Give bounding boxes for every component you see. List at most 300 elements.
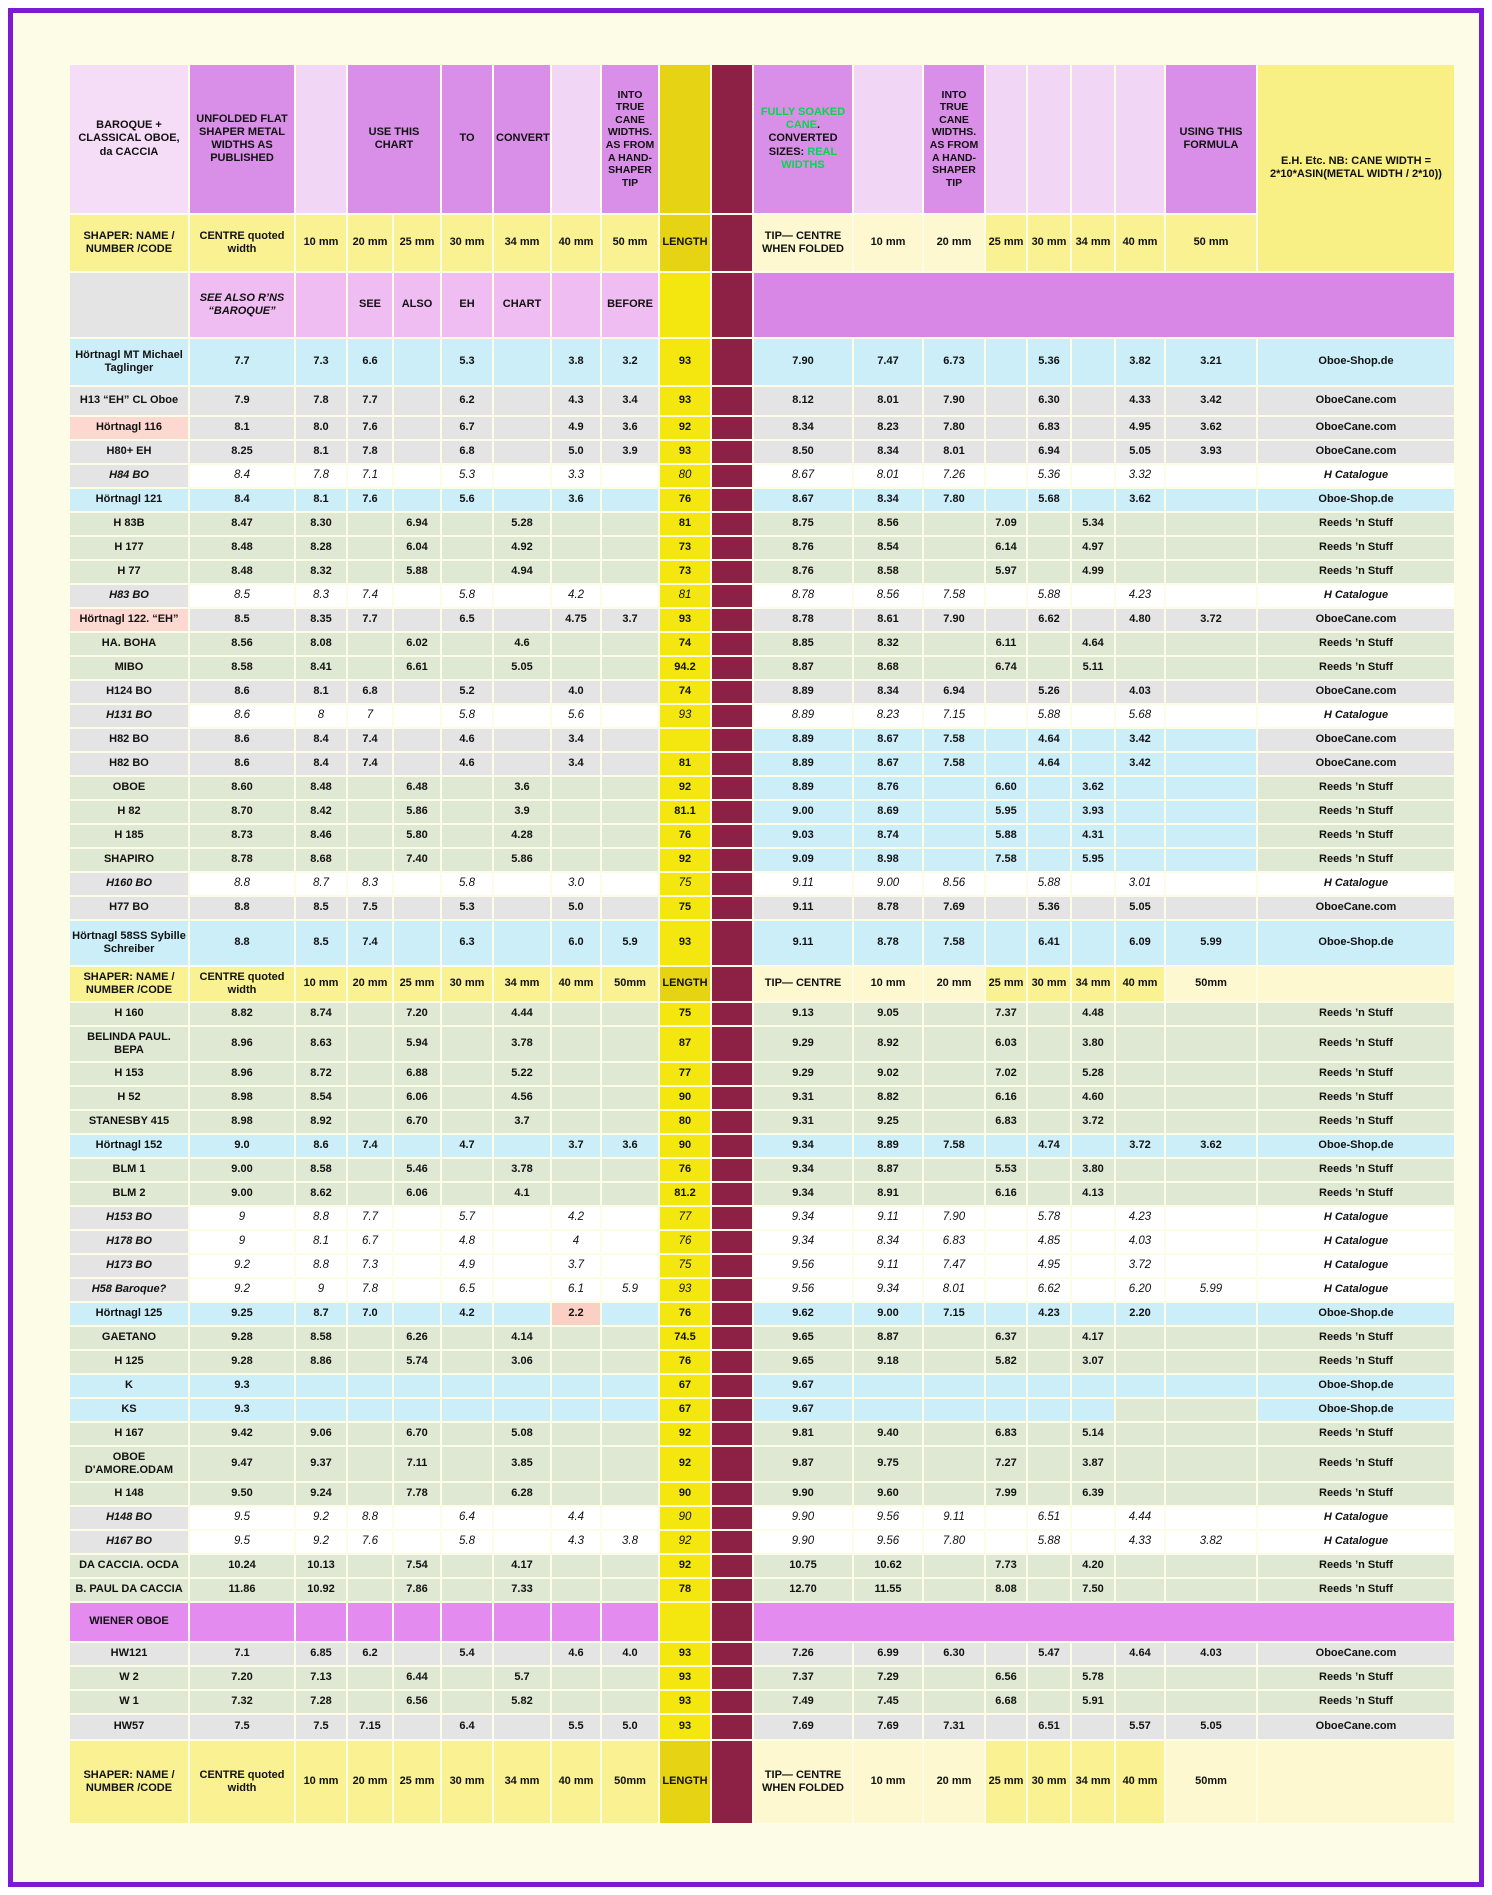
- cell-right-size-6: 3.01: [1116, 873, 1164, 895]
- cell-left-size-4: 6.4: [442, 1507, 492, 1529]
- cell-right-size-5: 5.28: [1072, 1063, 1114, 1085]
- cell-right-size-6: 4.03: [1116, 681, 1164, 703]
- col-header-size-right-6: 50 mm: [1166, 215, 1256, 271]
- col-header-size-left-0: 10 mm: [296, 1741, 346, 1823]
- cell-right-size-3: [986, 387, 1026, 415]
- cell-right-size-3: [986, 1279, 1026, 1301]
- cell-source: Reeds ’n Stuff: [1258, 537, 1454, 559]
- col-header-size-left-0: 10 mm: [296, 215, 346, 271]
- cell-length: 93: [660, 609, 710, 631]
- cell-right-size-2: 8.01: [924, 441, 984, 463]
- col-header-size-right-2: 25 mm: [986, 1741, 1026, 1823]
- cell-left-size-6: [552, 1399, 600, 1421]
- col-header-size-right-1: 20 mm: [924, 215, 984, 271]
- separator-column: [712, 1303, 752, 1325]
- cell-right-size-2: 6.94: [924, 681, 984, 703]
- cell-right-size-4: 6.94: [1028, 441, 1070, 463]
- cell-right-size-1: 9.11: [854, 1255, 922, 1277]
- cell-source: Reeds ’n Stuff: [1258, 1579, 1454, 1601]
- cell-left-size-3: 6.26: [394, 1327, 440, 1349]
- cell-source: H Catalogue: [1258, 705, 1454, 727]
- separator-column: [712, 215, 752, 271]
- cell-left-size-7: 3.7: [602, 609, 658, 631]
- col-header-shaper-name: SHAPER: NAME / NUMBER /CODE: [70, 1741, 188, 1823]
- cell-left-size-4: 4.6: [442, 729, 492, 751]
- cell-left-size-1: 8.28: [296, 537, 346, 559]
- separator-column: [712, 1483, 752, 1505]
- cell-left-size-3: 6.70: [394, 1423, 440, 1445]
- cell-left-size-2: 7.1: [348, 465, 392, 487]
- col-header-size-left-5: 40 mm: [552, 1741, 600, 1823]
- cell-left-size-7: [602, 801, 658, 823]
- cell-left-size-2: [348, 513, 392, 535]
- separator-column: [712, 801, 752, 823]
- cell-left-size-7: [602, 465, 658, 487]
- separator-column: [712, 1327, 752, 1349]
- col-header-source: [1258, 967, 1454, 1001]
- section-cell: [394, 1603, 440, 1641]
- cell-right-size-7: [1166, 1691, 1256, 1713]
- cell-centre-quoted: 8.8: [190, 873, 294, 895]
- cell-right-size-5: [1072, 339, 1114, 385]
- cell-left-size-2: [348, 1111, 392, 1133]
- cell-centre-quoted: 7.9: [190, 387, 294, 415]
- cell-left-size-1: 8.08: [296, 633, 346, 655]
- cell-left-size-3: 5.94: [394, 1027, 440, 1061]
- col-header-size-right-2: 25 mm: [986, 215, 1026, 271]
- cell-right-size-2: 7.69: [924, 897, 984, 919]
- cell-right-size-1: 8.69: [854, 801, 922, 823]
- cell-left-size-4: 5.2: [442, 681, 492, 703]
- col-header-size-left-6: 50mm: [602, 967, 658, 1001]
- cell-left-size-6: 3.0: [552, 873, 600, 895]
- cell-right-size-3: [986, 1303, 1026, 1325]
- header-into-true-left: INTO TRUE CANE WIDTHS. AS FROM A HAND-SHAPER TIP: [602, 65, 658, 213]
- cell-left-size-2: 6.2: [348, 1643, 392, 1665]
- cell-centre-quoted: 9.28: [190, 1351, 294, 1373]
- separator-column: [712, 1603, 752, 1641]
- cell-centre-quoted: 9.00: [190, 1183, 294, 1205]
- cell-right-size-6: [1116, 825, 1164, 847]
- cell-right-size-2: [924, 1183, 984, 1205]
- see-label-2: ALSO: [394, 273, 440, 337]
- shaper-name: H178 BO: [70, 1231, 188, 1253]
- col-header-centre: CENTRE quoted width: [190, 967, 294, 1001]
- cell-centre-quoted: 7.32: [190, 1691, 294, 1713]
- soaked-green-text: FULLY SOAKED CANE: [760, 106, 846, 132]
- cell-left-size-3: [394, 1207, 440, 1229]
- shaper-name: GAETANO: [70, 1327, 188, 1349]
- separator-column: [712, 657, 752, 679]
- cell-left-size-3: 6.88: [394, 1063, 440, 1085]
- cell-length: 87: [660, 1027, 710, 1061]
- cell-left-size-4: [442, 1447, 492, 1481]
- separator-column: [712, 441, 752, 463]
- cell-right-size-1: 8.76: [854, 777, 922, 799]
- cell-left-size-6: [552, 1423, 600, 1445]
- cell-source: Reeds ’n Stuff: [1258, 1423, 1454, 1445]
- cell-left-size-7: [602, 705, 658, 727]
- cell-centre-quoted: 8.4: [190, 465, 294, 487]
- shaper-table-wrap: [68, 63, 1456, 1825]
- real-widths-green-text: REAL WIDTHS: [781, 145, 838, 171]
- cell-left-size-6: [552, 1555, 600, 1577]
- cell-right-size-2: [924, 1003, 984, 1025]
- cell-right-size-5: [1072, 1531, 1114, 1553]
- cell-length: 77: [660, 1207, 710, 1229]
- cell-left-size-4: [442, 825, 492, 847]
- shaper-name: H 82: [70, 801, 188, 823]
- cell-left-size-1: 8.6: [296, 1135, 346, 1157]
- separator-column: [712, 489, 752, 511]
- cell-left-size-3: [394, 339, 440, 385]
- cell-right-size-2: [924, 1483, 984, 1505]
- cell-left-size-6: [552, 657, 600, 679]
- cell-right-size-6: [1116, 1423, 1164, 1445]
- cell-left-size-2: [348, 1579, 392, 1601]
- see-label-6: BEFORE: [602, 273, 658, 337]
- cell-tip-centre: 8.89: [754, 753, 852, 775]
- cell-tip-centre: 9.11: [754, 897, 852, 919]
- cell-right-size-4: [1028, 537, 1070, 559]
- cell-right-size-3: [986, 339, 1026, 385]
- cell-right-size-7: [1166, 897, 1256, 919]
- col-header-size-right-5: 40 mm: [1116, 967, 1164, 1001]
- cell-right-size-4: [1028, 825, 1070, 847]
- cell-tip-centre: 8.87: [754, 657, 852, 679]
- cell-left-size-4: 4.8: [442, 1231, 492, 1253]
- cell-right-size-5: 3.07: [1072, 1351, 1114, 1373]
- col-header-size-right-4: 34 mm: [1072, 1741, 1114, 1823]
- cell-right-size-3: 6.56: [986, 1667, 1026, 1689]
- cell-left-size-5: [494, 1399, 550, 1421]
- cell-left-size-2: 8.8: [348, 1507, 392, 1529]
- header-convert: CONVERT: [494, 65, 550, 213]
- col-header-size-left-4: 34 mm: [494, 967, 550, 1001]
- cell-length: 67: [660, 1399, 710, 1421]
- cell-source: H Catalogue: [1258, 1531, 1454, 1553]
- separator-column: [712, 1111, 752, 1133]
- cell-left-size-5: [494, 1279, 550, 1301]
- cell-right-size-4: 5.36: [1028, 897, 1070, 919]
- cell-left-size-6: 5.0: [552, 897, 600, 919]
- shaper-name: H 177: [70, 537, 188, 559]
- cell-left-size-7: [602, 1483, 658, 1505]
- shaper-name: H 160: [70, 1003, 188, 1025]
- cell-right-size-3: [986, 1135, 1026, 1157]
- shaper-name: HW57: [70, 1715, 188, 1739]
- cell-tip-centre: 9.03: [754, 825, 852, 847]
- cell-left-size-6: 4.9: [552, 417, 600, 439]
- cell-left-size-1: 8.8: [296, 1207, 346, 1229]
- cell-tip-centre: 8.34: [754, 417, 852, 439]
- cell-right-size-7: [1166, 681, 1256, 703]
- cell-left-size-4: [442, 657, 492, 679]
- cell-right-size-2: [924, 1555, 984, 1577]
- cell-left-size-4: 5.8: [442, 705, 492, 727]
- cell-right-size-1: 8.56: [854, 513, 922, 535]
- section-cell: [442, 1603, 492, 1641]
- shaper-name: BLM 2: [70, 1183, 188, 1205]
- cell-right-size-5: 5.95: [1072, 849, 1114, 871]
- cell-right-size-2: 7.80: [924, 417, 984, 439]
- header-spacer: [1072, 65, 1114, 213]
- cell-length: 75: [660, 897, 710, 919]
- cell-right-size-3: [986, 1507, 1026, 1529]
- table-row: [70, 1447, 1454, 1481]
- cell-right-size-4: 6.30: [1028, 387, 1070, 415]
- cell-right-size-1: 8.89: [854, 1135, 922, 1157]
- cell-right-size-7: [1166, 1483, 1256, 1505]
- cell-right-size-4: 4.64: [1028, 753, 1070, 775]
- separator-column: [712, 1087, 752, 1109]
- cell-source: Oboe-Shop.de: [1258, 921, 1454, 965]
- cell-right-size-6: [1116, 1447, 1164, 1481]
- cell-right-size-3: 6.83: [986, 1423, 1026, 1445]
- cell-length: 76: [660, 1303, 710, 1325]
- separator-column: [712, 537, 752, 559]
- cell-left-size-6: 3.4: [552, 729, 600, 751]
- shaper-name: H 153: [70, 1063, 188, 1085]
- cell-left-size-1: 6.85: [296, 1643, 346, 1665]
- cell-left-size-4: [442, 1579, 492, 1601]
- cell-source: Reeds ’n Stuff: [1258, 1483, 1454, 1505]
- cell-left-size-5: [494, 753, 550, 775]
- cell-right-size-3: 6.16: [986, 1183, 1026, 1205]
- cell-length: 74: [660, 681, 710, 703]
- cell-left-size-4: 5.3: [442, 465, 492, 487]
- table-row: [70, 339, 1454, 385]
- cell-left-size-7: 3.9: [602, 441, 658, 463]
- cell-length: 93: [660, 921, 710, 965]
- cell-left-size-3: [394, 729, 440, 751]
- cell-left-size-2: [348, 1063, 392, 1085]
- cell-left-size-4: [442, 1183, 492, 1205]
- cell-right-size-3: 7.27: [986, 1447, 1026, 1481]
- separator-column: [712, 417, 752, 439]
- cell-right-size-2: [924, 1087, 984, 1109]
- cell-left-size-4: [442, 633, 492, 655]
- cell-tip-centre: 9.90: [754, 1507, 852, 1529]
- cell-centre-quoted: 8.5: [190, 585, 294, 607]
- cell-left-size-6: [552, 561, 600, 583]
- cell-right-size-4: [1028, 1351, 1070, 1373]
- shaper-name: Hörtnagl MT Michael Taglinger: [70, 339, 188, 385]
- col-header-size-left-1: 20 mm: [348, 967, 392, 1001]
- cell-right-size-3: [986, 1255, 1026, 1277]
- cell-right-size-4: [1028, 849, 1070, 871]
- cell-right-size-3: 6.68: [986, 1691, 1026, 1713]
- cell-right-size-1: 9.34: [854, 1279, 922, 1301]
- cell-right-size-1: 8.01: [854, 387, 922, 415]
- table-row: [70, 1643, 1454, 1665]
- cell-right-size-3: 5.88: [986, 825, 1026, 847]
- separator-column: [712, 387, 752, 415]
- table-row: [70, 417, 1454, 439]
- cell-left-size-3: [394, 465, 440, 487]
- cell-right-size-2: 6.30: [924, 1643, 984, 1665]
- cell-right-size-1: 6.99: [854, 1643, 922, 1665]
- shaper-name: OBOE: [70, 777, 188, 799]
- cell-right-size-1: 8.01: [854, 465, 922, 487]
- cell-right-size-2: [924, 1667, 984, 1689]
- cell-left-size-3: [394, 1507, 440, 1529]
- cell-left-size-3: [394, 1399, 440, 1421]
- cell-left-size-2: [348, 1667, 392, 1689]
- table-row: [70, 1715, 1454, 1739]
- cell-left-size-6: [552, 1447, 600, 1481]
- cell-left-size-7: 4.0: [602, 1643, 658, 1665]
- cell-source: Reeds ’n Stuff: [1258, 1447, 1454, 1481]
- table-row: [70, 1303, 1454, 1325]
- shaper-name: BELINDA PAUL. BEPA: [70, 1027, 188, 1061]
- sub-header-row: [70, 215, 1454, 271]
- cell-source: OboeCane.com: [1258, 1715, 1454, 1739]
- cell-left-size-6: 3.6: [552, 489, 600, 511]
- col-header-size-left-3: 30 mm: [442, 215, 492, 271]
- cell-left-size-4: [442, 1667, 492, 1689]
- cell-left-size-1: 8.68: [296, 849, 346, 871]
- cell-right-size-3: 6.83: [986, 1111, 1026, 1133]
- cell-left-size-6: 5.6: [552, 705, 600, 727]
- cell-source: Reeds ’n Stuff: [1258, 633, 1454, 655]
- cell-left-size-3: [394, 1231, 440, 1253]
- cell-left-size-4: 6.2: [442, 387, 492, 415]
- shaper-name: H84 BO: [70, 465, 188, 487]
- cell-left-size-6: [552, 825, 600, 847]
- section-cell: [348, 1603, 392, 1641]
- cell-right-size-3: 5.82: [986, 1351, 1026, 1373]
- cell-left-size-5: 5.08: [494, 1423, 550, 1445]
- cell-left-size-2: 7.7: [348, 1207, 392, 1229]
- separator-column: [712, 1183, 752, 1205]
- shaper-name: H 83B: [70, 513, 188, 535]
- cell-centre-quoted: 8.58: [190, 657, 294, 679]
- cell-source: OboeCane.com: [1258, 1643, 1454, 1665]
- cell-left-size-1: 8.42: [296, 801, 346, 823]
- cell-centre-quoted: 7.1: [190, 1643, 294, 1665]
- cell-centre-quoted: 9: [190, 1231, 294, 1253]
- cell-left-size-4: [442, 1375, 492, 1397]
- cell-source: Oboe-Shop.de: [1258, 1399, 1454, 1421]
- cell-centre-quoted: 8.25: [190, 441, 294, 463]
- cell-left-size-3: [394, 1255, 440, 1277]
- cell-left-size-6: 3.8: [552, 339, 600, 385]
- cell-right-size-5: [1072, 705, 1114, 727]
- cell-right-size-3: 6.37: [986, 1327, 1026, 1349]
- table-row: [70, 1111, 1454, 1133]
- cell-right-size-7: [1166, 1255, 1256, 1277]
- cell-left-size-1: 7.3: [296, 339, 346, 385]
- cell-right-size-4: [1028, 1327, 1070, 1349]
- cell-tip-centre: 7.26: [754, 1643, 852, 1665]
- cell-right-size-5: 3.80: [1072, 1027, 1114, 1061]
- col-header-tip: TIP— CENTRE: [754, 967, 852, 1001]
- cell-left-size-2: 7.0: [348, 1303, 392, 1325]
- cell-source: Reeds ’n Stuff: [1258, 1027, 1454, 1061]
- separator-column: [712, 897, 752, 919]
- separator-column: [712, 1207, 752, 1229]
- cell-left-size-7: [602, 1207, 658, 1229]
- cell-centre-quoted: 8.6: [190, 729, 294, 751]
- cell-right-size-6: [1116, 513, 1164, 535]
- cell-right-size-1: 8.32: [854, 633, 922, 655]
- cell-left-size-3: 6.70: [394, 1111, 440, 1133]
- cell-right-size-4: [1028, 1399, 1070, 1421]
- shaper-name: H58 Baroque?: [70, 1279, 188, 1301]
- cell-centre-quoted: 9: [190, 1207, 294, 1229]
- header-spacer: [986, 65, 1026, 213]
- cell-right-size-3: 6.11: [986, 633, 1026, 655]
- cell-left-size-1: 8.7: [296, 873, 346, 895]
- repeat-header-row: [70, 1741, 1454, 1823]
- table-row: [70, 1063, 1454, 1085]
- shaper-name: H80+ EH: [70, 441, 188, 463]
- cell-right-size-7: [1166, 513, 1256, 535]
- table-row: [70, 1159, 1454, 1181]
- cell-left-size-6: [552, 1691, 600, 1713]
- cell-right-size-7: [1166, 801, 1256, 823]
- cell-left-size-7: 5.0: [602, 1715, 658, 1739]
- col-header-size-right-5: 40 mm: [1116, 1741, 1164, 1823]
- cell-left-size-1: 8.54: [296, 1087, 346, 1109]
- cell-right-size-4: 6.62: [1028, 1279, 1070, 1301]
- cell-length: 74: [660, 633, 710, 655]
- cell-centre-quoted: 9.0: [190, 1135, 294, 1157]
- cell-left-size-4: 6.5: [442, 1279, 492, 1301]
- cell-right-size-2: 9.11: [924, 1507, 984, 1529]
- cell-right-size-1: 9.60: [854, 1483, 922, 1505]
- separator-column: [712, 609, 752, 631]
- table-row: [70, 1667, 1454, 1689]
- cell-right-size-1: 9.40: [854, 1423, 922, 1445]
- table-row: [70, 681, 1454, 703]
- cell-right-size-7: [1166, 1111, 1256, 1133]
- cell-centre-quoted: 8.6: [190, 753, 294, 775]
- cell-left-size-2: [348, 1375, 392, 1397]
- cell-right-size-1: 9.25: [854, 1111, 922, 1133]
- cell-source: Reeds ’n Stuff: [1258, 825, 1454, 847]
- cell-left-size-7: [602, 657, 658, 679]
- cell-left-size-4: [442, 561, 492, 583]
- cell-right-size-4: 5.88: [1028, 705, 1070, 727]
- cell-left-size-1: 9.2: [296, 1507, 346, 1529]
- cell-centre-quoted: 10.24: [190, 1555, 294, 1577]
- cell-tip-centre: 9.29: [754, 1063, 852, 1085]
- cell-left-size-5: 4.6: [494, 633, 550, 655]
- see-also-note: SEE ALSO R’NS “BAROQUE”: [190, 273, 294, 337]
- cell-left-size-3: [394, 585, 440, 607]
- cell-left-size-2: [348, 1423, 392, 1445]
- cell-left-size-1: 8.48: [296, 777, 346, 799]
- cell-length: 80: [660, 1111, 710, 1133]
- cell-right-size-6: [1116, 1087, 1164, 1109]
- cell-left-size-5: [494, 339, 550, 385]
- cell-left-size-5: [494, 417, 550, 439]
- cell-right-size-6: 3.72: [1116, 1135, 1164, 1157]
- cell-right-size-1: 8.78: [854, 921, 922, 965]
- cell-centre-quoted: 8.1: [190, 417, 294, 439]
- cell-left-size-7: 3.2: [602, 339, 658, 385]
- cell-right-size-6: 4.33: [1116, 387, 1164, 415]
- cell-left-size-7: [602, 1691, 658, 1713]
- cell-left-size-7: [602, 897, 658, 919]
- table-row: [70, 1399, 1454, 1421]
- cell-right-size-1: 8.34: [854, 1231, 922, 1253]
- cell-centre-quoted: 9.3: [190, 1399, 294, 1421]
- cell-left-size-3: [394, 897, 440, 919]
- table-row: [70, 705, 1454, 727]
